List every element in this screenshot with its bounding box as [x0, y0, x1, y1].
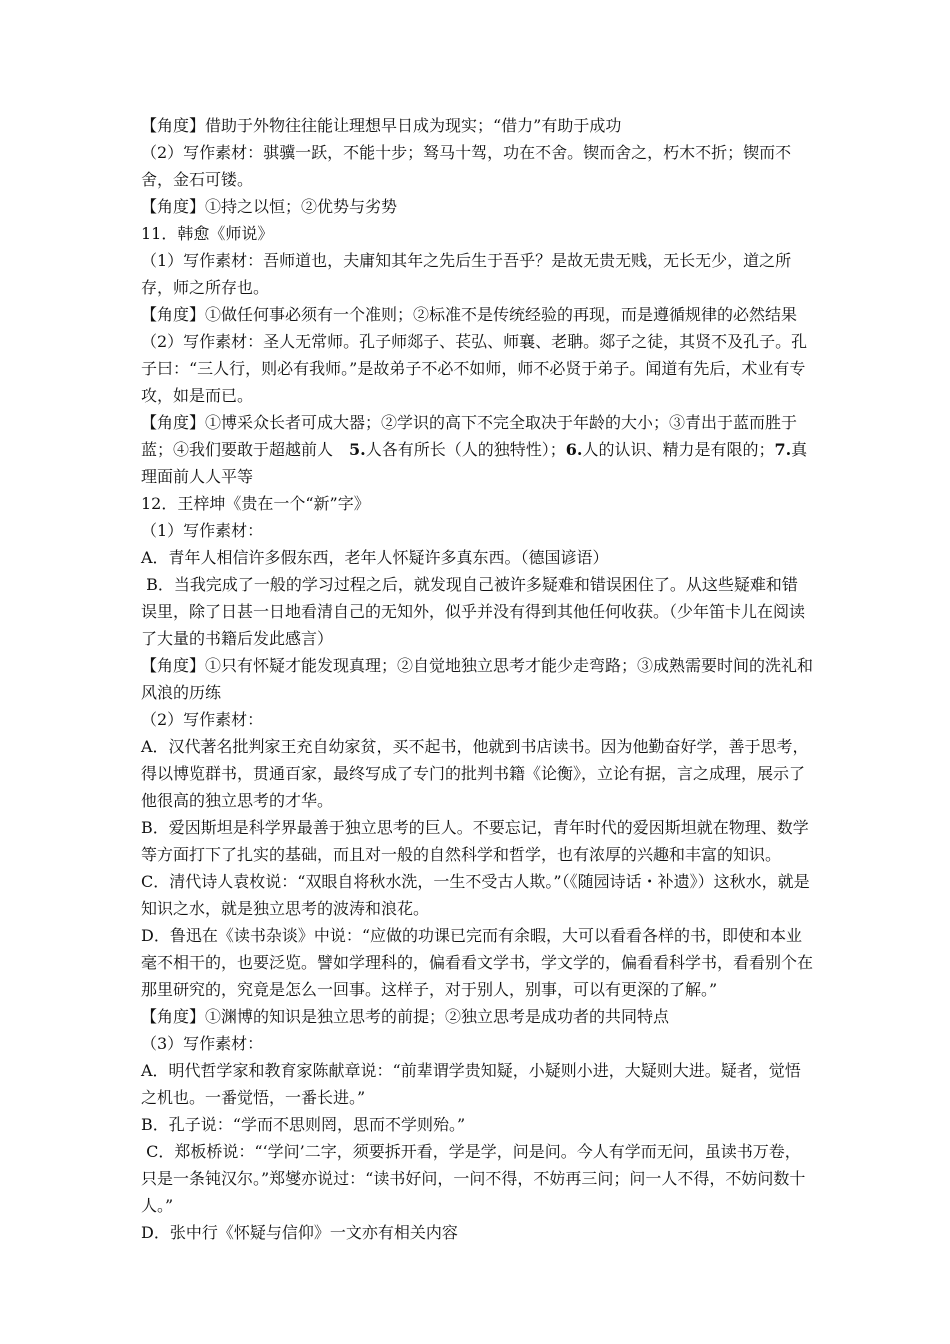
material-paragraph: （2）写作素材：圣人无常师。孔子师郯子、苌弘、师襄、老聃。郯子之徒，其贤不及孔子。孔子曰：“三人行，则必有我师。”是故弟子不必不如师，师不必贤于弟子。闻道有先后，术业有专攻，如是而已。: [141, 332, 808, 405]
material-item: C．清代诗人袁枚说：“双眼自将秋水洗，一生不受古人欺。”（《随园诗话・补遗》）这秋水，就是知识之水，就是独立思考的波涛和浪花。: [141, 872, 810, 918]
material-item: C．郑板桥说：“‘学问’二字，须要拆开看，学是学，问是问。今人有学而无问，虽读书万卷，只是一条钝汉尔。”郑燮亦说过：“读书好问，一问不得，不妨再三问；问一人不得，不妨问数十人。”: [141, 1142, 806, 1215]
material-item: A．明代哲学家和教育家陈献章说：“前辈谓学贵知疑，小疑则小进，大疑则大进。疑者，觉悟之机也。一番觉悟，一番长进。”: [141, 1061, 801, 1107]
material-paragraph: （1）写作素材：吾师道也，夫庸知其年之先后生于吾乎？是故无贵无贱，无长无少，道之所存，师之所存也。: [141, 251, 792, 297]
angle-line: 【角度】①渊博的知识是独立思考的前提；②独立思考是成功者的共同特点: [141, 1007, 670, 1026]
angle-prefix: 【角度】①博采众长者可成大器；②学识的高下不完全取决于年龄的大小；③青出于蓝而胜于蓝；④我们要敢于超越前人: [141, 413, 798, 459]
material-item: D．鲁迅在《读书杂谈》中说：“应做的功课已完而有余暇，大可以看看各样的书，即使和本业毫不相干的，也要泛览。譬如学理科的，偏看看文学书，学文学的，偏看看科学书，看看别个在那里研究的，究竟是怎么一回事。这样子，对于别人，别事，可以有更深的了解。”: [141, 926, 814, 999]
document-page: [141, 112, 813, 1246]
angle-line: 【角度】①做任何事必须有一个准则；②标准不是传统经验的再现，而是遵循规律的必然结果: [141, 305, 798, 324]
material-item: B．当我完成了一般的学习过程之后，就发现自己被许多疑难和错误困住了。从这些疑难和错误里，除了日甚一日地看清自己的无知外，似乎并没有得到其他任何收获。（少年笛卡儿在阅读了大量的书籍后发此感言）: [141, 575, 806, 648]
angle-num-7: 7.: [774, 440, 792, 459]
angle-num-5: 5.: [349, 440, 366, 459]
angle-num-6: 6.: [565, 440, 583, 459]
material-label: （3）写作素材：: [141, 1034, 264, 1053]
angle-line-multi: [141, 409, 813, 490]
angle-line: 【角度】借助于外物往往能让理想早日成为现实；“借力”有助于成功: [141, 116, 622, 135]
angle-line: 【角度】①持之以恒；②优势与劣势: [141, 197, 398, 216]
material-item: A．汉代著名批判家王充自幼家贫，买不起书，他就到书店读书。因为他勤奋好学，善于思考，得以博览群书，贯通百家，最终写成了专门的批判书籍《论衡》，立论有据，言之成理，展示了他很高的独立思考的才华。: [141, 737, 809, 810]
angle-text-5: 人各有所长（人的独特性）；: [365, 440, 566, 459]
angle-text-7: 真理面前人人平等: [141, 440, 808, 486]
material-item: B．爱因斯坦是科学界最善于独立思考的巨人。不要忘记，青年时代的爱因斯坦就在物理、数学等方面打下了扎实的基础，而且对一般的自然科学和哲学，也有浓厚的兴趣和丰富的知识。: [141, 818, 809, 864]
section-heading: 11．韩愈《师说》: [141, 224, 274, 243]
material-label: （1）写作素材：: [141, 521, 264, 540]
material-item: A．青年人相信许多假东西，老年人怀疑许多真东西。（德国谚语）: [141, 548, 609, 567]
angle-text-6: 人的认识、精力是有限的；: [582, 440, 775, 459]
material-item: D．张中行《怀疑与信仰》一文亦有相关内容: [141, 1223, 458, 1242]
material-paragraph: （2）写作素材：骐骥一跃，不能十步；驽马十驾，功在不舍。锲而舍之，朽木不折；锲而不舍，金石可镂。: [141, 143, 792, 189]
angle-line: 【角度】①只有怀疑才能发现真理；②自觉地独立思考才能少走弯路；③成熟需要时间的洗礼和风浪的历练: [141, 656, 814, 702]
material-label: （2）写作素材：: [141, 710, 264, 729]
material-item: B．孔子说：“学而不思则罔，思而不学则殆。”: [141, 1115, 466, 1134]
section-heading: 12．王梓坤《贵在一个“新”字》: [141, 494, 370, 513]
